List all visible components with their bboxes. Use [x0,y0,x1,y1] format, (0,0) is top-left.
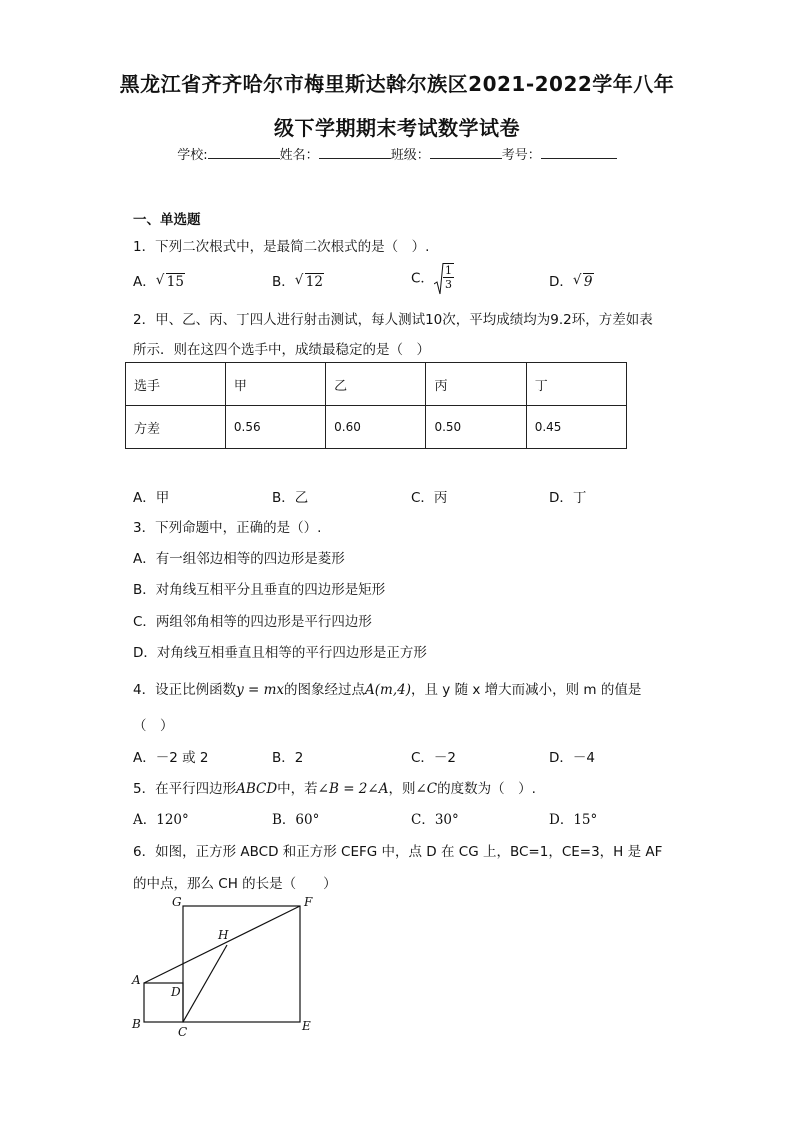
exam-title-line2: 级下学期期末考试数学试卷 [274,116,520,140]
q3-option-c: C．两组邻角相等的四边形是平行四边形 [133,614,372,630]
school-blank[interactable] [208,146,280,159]
q5-stem-d: 的度数为（ ）. [437,781,536,797]
q5-condition: ∠B = 2∠A [317,781,389,797]
table-cell: 0.60 [326,406,426,449]
q5-angle: ∠C [415,781,438,797]
section-heading: 一、单选题 [133,212,201,228]
q5-stem-a: 5．在平行四边形 [133,781,237,797]
exam-no-blank[interactable] [541,146,617,159]
q1-d-label: D． [549,274,573,290]
q1-c-label: C． [411,270,434,287]
q5-shape: ABCD [236,781,278,797]
table-cell: 0.56 [225,406,325,449]
school-label: 学校: [177,148,208,163]
q3-option-b: B．对角线互相平分且垂直的四边形是矩形 [133,582,386,598]
q1-a-label: A． [133,274,156,290]
variance-table [125,362,627,449]
table-header-cell: 丙 [426,363,526,406]
q2-stem-line2: 所示．则在这四个选手中，成绩最稳定的是（ ） [133,342,430,358]
q1-option-c [411,262,454,291]
q4-point: A(m,4) [365,682,411,698]
q4-option-b: B．2 [272,750,304,766]
table-header-cell: 乙 [326,363,426,406]
q1-a-radicand: 15 [166,274,184,290]
q5-stem-c: ，则 [388,781,416,797]
q5-option-a: A．120° [133,812,189,828]
name-label: 姓名： [279,148,319,163]
student-info-line [0,144,794,163]
label-h: H [218,928,229,942]
q1-option-a: A． √ 15 [133,272,184,290]
q6-stem-line1: 6．如图，正方形 ABCD 和正方形 CEFG 中，点 D 在 CG 上，BC=1，CE=3，H 是 AF [133,844,663,860]
q2-option-a: A．甲 [133,490,170,506]
q1-b-radicand: 12 [305,274,323,290]
q1-option-d: D． √ 9 [549,272,593,290]
q5-stem [133,777,536,797]
label-d: D [171,985,181,999]
q4-function: y = mx [236,682,285,698]
label-e: E [302,1019,311,1033]
q1-c-numerator: 1 [444,264,452,277]
q2-option-d: D．丁 [549,490,587,506]
table-header-cell: 丁 [526,363,626,406]
square-cefg [183,906,300,1022]
exam-no-label: 考号： [501,148,541,163]
label-b: B [132,1017,141,1031]
q5-option-b: B．60° [272,812,320,828]
exam-title-line1: 黑龙江省齐齐哈尔市梅里斯达斡尔族区2021-2022学年八年 [119,72,675,96]
q4-stem-line1 [133,678,641,698]
table-header-cell: 选手 [126,363,226,406]
table-header-row [126,363,627,406]
q2-option-b: B．乙 [272,490,309,506]
geometry-figure [128,892,328,1042]
label-f: F [304,895,313,909]
q3-option-d: D．对角线互相垂直且相等的平行四边形是正方形 [133,645,427,661]
segment-af [144,906,300,983]
q3-option-a: A．有一组邻边相等的四边形是菱形 [133,551,345,567]
q4-stem-line2: （ ） [133,718,174,734]
class-label: 班级： [390,148,430,163]
q1-c-denominator: 3 [444,278,452,291]
q4-stem-c: ，且 y 随 x 增大而减小，则 m 的值是 [411,682,642,698]
q1-stem: 1．下列二次根式中，是最简二次根式的是（ ）. [133,239,430,255]
label-a: A [132,973,141,987]
q2-stem-line1: 2．甲、乙、丙、丁四人进行射击测试，每人测试10次，平均成绩均为9.2环，方差如表 [133,312,653,328]
label-c: C [178,1025,188,1039]
label-g: G [172,895,182,909]
q5-stem-b: 中，若 [277,781,318,797]
q1-d-radicand: 9 [583,274,593,290]
q1-option-b: B． √ 12 [272,272,323,290]
table-row [126,406,627,449]
q2-option-c: C．丙 [411,490,448,506]
name-blank[interactable] [319,146,391,159]
segment-ch [183,945,227,1022]
q3-stem: 3．下列命题中，正确的是（）. [133,520,322,536]
q6-stem-line2: 的中点，那么 CH 的长是（ ） [133,876,337,892]
q1-b-label: B． [272,274,295,290]
q4-stem-b: 的图象经过点 [284,682,366,698]
table-cell: 0.45 [526,406,626,449]
q1-c-radical-sign [434,262,444,296]
q5-option-d: D．15° [549,812,598,828]
q4-stem-a: 4．设正比例函数 [133,682,237,698]
q4-option-a: A．－2 或 2 [133,750,209,766]
q4-option-c: C．－2 [411,750,457,766]
q4-option-d: D．－4 [549,750,595,766]
table-row-label: 方差 [126,406,226,449]
class-blank[interactable] [430,146,502,159]
table-cell: 0.50 [426,406,526,449]
table-header-cell: 甲 [225,363,325,406]
q5-option-c: C．30° [411,812,459,828]
